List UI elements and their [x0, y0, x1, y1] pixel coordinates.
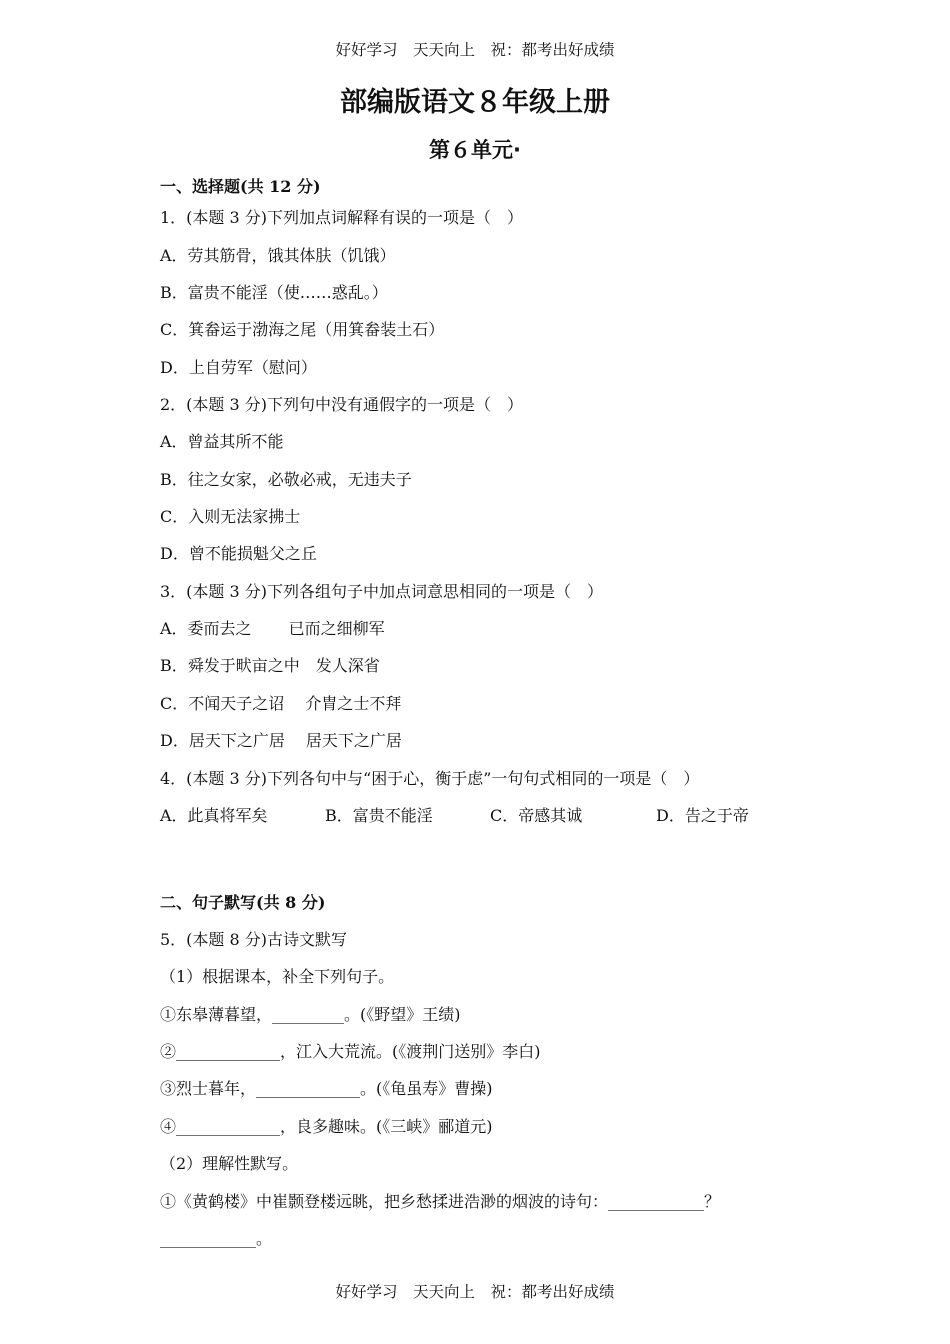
question-2-stem: 2．(本题 3 分)下列句中没有通假字的一项是（ ）	[160, 395, 524, 414]
unit-subtitle: 第６单元·	[429, 138, 521, 162]
q4-option-b: B．富贵不能淫	[325, 806, 433, 825]
q5-blank-2: ②_____________，江入大荒流。(《渡荆门送别》李白)	[160, 1042, 541, 1061]
q5-part-2-instruction: （2）理解性默写。	[160, 1154, 299, 1173]
question-1-stem: 1．(本题 3 分)下列加点词解释有误的一项是（ ）	[160, 208, 524, 227]
question-5-stem: 5．(本题 8 分)古诗文默写	[160, 930, 348, 949]
q5-comprehension-blank-continued: ____________。	[160, 1229, 273, 1248]
page-footer: 好好学习 天天向上 祝：都考出好成绩	[335, 1283, 615, 1301]
q2-option-d: D．曾不能损魁父之丘	[160, 544, 317, 563]
page-title: 部编版语文８年级上册	[340, 87, 610, 118]
q5-blank-4: ④_____________，良多趣味。(《三峡》郦道元)	[160, 1117, 493, 1136]
question-4-stem: 4．(本题 3 分)下列各句中与“困于心，衡于虑”一句句式相同的一项是（ ）	[160, 769, 700, 788]
q2-option-a: A．曾益其所不能	[160, 432, 284, 451]
q5-comprehension-blank: ①《黄鹤楼》中崔颢登楼远眺，把乡愁揉进浩渺的烟波的诗句：____________？	[160, 1192, 721, 1211]
q3-option-b: B．舜发于畎亩之中 发人深省	[160, 656, 380, 675]
q3-option-d: D．居天下之广居 居天下之广居	[160, 731, 402, 750]
q4-option-a: A．此真将军矣	[160, 806, 268, 825]
q5-blank-3: ③烈士暮年，_____________。(《龟虽寿》曹操)	[160, 1079, 493, 1098]
q1-option-c: C．箕畚运于渤海之尾（用箕畚装土石）	[160, 320, 445, 339]
q5-blank-1: ①东皋薄暮望，_________。(《野望》王绩)	[160, 1005, 461, 1024]
q1-option-d: D．上自劳军（慰问）	[160, 358, 317, 377]
q2-option-b: B．往之女家，必敬必戒，无违夫子	[160, 470, 412, 489]
q3-option-c: C．不闻天子之诏 介胄之士不拜	[160, 694, 402, 713]
q5-part-1-instruction: （1）根据课本，补全下列句子。	[160, 967, 395, 986]
q1-option-a: A．劳其筋骨，饿其体肤（饥饿）	[160, 246, 396, 265]
q3-option-a: A．委而去之 已而之细柳军	[160, 619, 385, 638]
q1-option-b: B．富贵不能淫（使……惑乱。）	[160, 283, 388, 302]
question-3-stem: 3．(本题 3 分)下列各组句子中加点词意思相同的一项是（ ）	[160, 582, 604, 601]
q4-option-d: D．告之于帝	[656, 806, 749, 825]
section-heading-dictation: 二、句子默写(共 8 分)	[160, 893, 326, 912]
q2-option-c: C．入则无法家拂士	[160, 507, 301, 526]
q4-option-c: C．帝感其诚	[490, 806, 583, 825]
page-header: 好好学习 天天向上 祝：都考出好成绩	[335, 41, 615, 59]
section-heading-choice: 一、选择题(共 12 分)	[160, 177, 321, 196]
